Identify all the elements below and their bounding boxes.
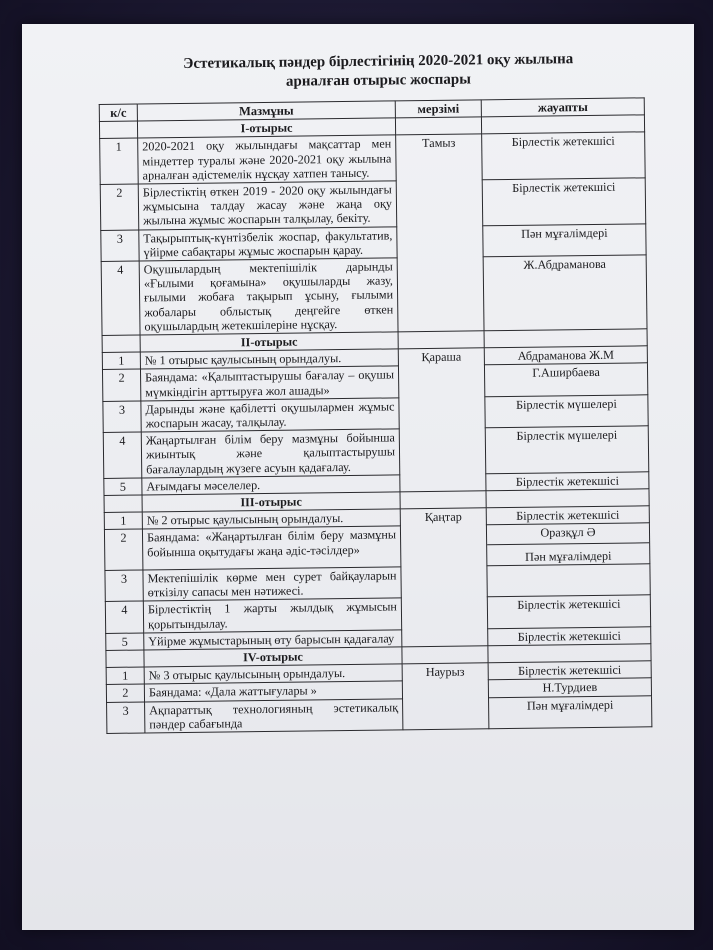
row-content: Жаңартылған білім беру мазмұны бойынша жиынтық және қалыптастырушы бағалаулардың жүзеге асуын қадағалау. xyxy=(141,429,400,478)
row-number: 4 xyxy=(105,601,143,633)
row-content: № 2 отырыс қаулысының орындалуы. xyxy=(142,509,400,529)
row-responsible-secondary: Пән мұғалімдері xyxy=(487,542,649,564)
row-content: Оқушылардың мектепішілік дарынды «Ғылыми қоғамына» оқушыларды жазу, ғылыми жобаға тақырып ұсыну, ғылыми жобалары облыстық деңгейге өткен оқушылардың жетекшілеріне нұсқау. xyxy=(139,258,398,335)
row-number: 3 xyxy=(105,570,143,602)
row-responsible: Ж.Абдраманова xyxy=(483,255,647,331)
row-number: 2 xyxy=(100,184,139,230)
row-responsible: Бірлестік жетекшісі xyxy=(486,472,649,491)
row-number: 4 xyxy=(101,261,140,335)
session-month: Наурыз xyxy=(402,663,489,730)
header-deadline: мерзімі xyxy=(395,100,481,118)
row-content: № 1 отырыс қаулысының орындалуы. xyxy=(140,349,398,369)
row-content: Ағымдағы мәселелер. xyxy=(142,475,400,495)
session-month: Қаңтар xyxy=(400,508,488,647)
row-content: Тақырыптық-күнтізбелік жоспар, факультатив, үйірме сабақтары жұмыс жоспарын қарау. xyxy=(139,226,397,261)
title-line-2: арналған отырыс жоспары xyxy=(285,71,472,90)
row-content: Бірлестіктің өткен 2019 - 2020 оқу жылындағы жұмысына талдау жасау және жаңа оқу жылына жұмыс жоспарын талқылау, бекіту. xyxy=(138,181,397,230)
table-row xyxy=(100,132,646,184)
row-responsible-primary: Оразқұл Ә xyxy=(540,525,596,541)
table-row xyxy=(103,426,649,478)
session-title: II-отырыс xyxy=(140,332,398,352)
header-number: к/с xyxy=(99,104,137,122)
table-row xyxy=(104,523,649,570)
row-content: Баяндама: «Жаңартылған білім беру мазмұны бойынша оқытудағы жаңа әдіс-тәсілдер» xyxy=(142,526,400,570)
row-content: Үйірме жұмыстарының өту барысын қадағалау xyxy=(144,630,402,650)
row-responsible: Абдраманова Ж.М xyxy=(484,346,647,365)
row-number: 1 xyxy=(104,512,142,530)
session-title: IV-отырыс xyxy=(144,647,402,667)
session-month: Тамыз xyxy=(396,134,484,332)
row-number: 3 xyxy=(101,230,139,262)
row-responsible: Бірлестік жетекшісі xyxy=(487,595,650,628)
row-responsible: Н.Турдиев xyxy=(488,678,651,697)
row-responsible: Бірлестік жетекшісі xyxy=(488,661,651,680)
row-number: 2 xyxy=(104,529,142,570)
row-content: № 3 отырыс қаулысының орындалуы. xyxy=(144,664,402,684)
row-responsible: Бірлестік мүшелері xyxy=(485,395,648,428)
row-number: 1 xyxy=(102,352,140,370)
session-title: III-отырыс xyxy=(142,492,400,512)
row-responsible: Пән мұғалімдері xyxy=(483,223,646,256)
row-number: 5 xyxy=(104,478,142,496)
table-row xyxy=(107,695,652,733)
row-responsible xyxy=(487,564,650,597)
paper-sheet xyxy=(22,24,694,930)
row-content: Баяндама: «Дала жаттығулары » xyxy=(144,681,402,701)
row-number: 5 xyxy=(106,633,144,651)
header-responsible: жауапты xyxy=(481,98,644,117)
row-content: Ақпараттық технологияның эстетикалық пәндер сабағында xyxy=(145,698,403,733)
row-responsible xyxy=(486,523,649,565)
row-responsible: Бірлестік жетекшісі xyxy=(482,132,646,180)
row-number: 3 xyxy=(103,401,141,433)
row-content: 2020-2021 оқу жылындағы мақсаттар мен міндеттер туралы және 2020-2021 оқу жылына арналған әдістемелік нұсқау хатпен танысу. xyxy=(138,135,397,184)
row-responsible: Бірлестік мүшелері xyxy=(485,426,649,474)
document-title xyxy=(98,49,658,94)
row-responsible: Пән мұғалімдері xyxy=(489,695,652,728)
session-title: I-отырыс xyxy=(137,118,395,138)
session-month: Қараша xyxy=(398,348,486,492)
row-number: 1 xyxy=(106,667,144,685)
document-page xyxy=(98,37,666,734)
row-responsible: Бірлестік жетекшісі xyxy=(488,626,651,645)
header-content: Мазмұны xyxy=(137,101,395,121)
row-content: Баяндама: «Қалыптастырушы бағалау – оқушы мүмкіндігін арттыруға жол ашады» xyxy=(140,366,398,401)
title-line-1: Эстетикалық пәндер бірлестігінің 2020-2021 оқу жылына xyxy=(183,51,574,72)
row-responsible: Бірлестік жетекшісі xyxy=(482,178,646,226)
row-content: Бірлестіктің 1 жарты жылдық жұмысын қорытындылау. xyxy=(143,598,401,633)
row-number: 4 xyxy=(103,432,142,478)
row-content: Дарынды және қабілетті оқушылармен жұмыс жоспарын жасау, талқылау. xyxy=(141,398,399,433)
row-number: 3 xyxy=(107,701,145,733)
plan-table xyxy=(99,97,653,734)
row-content: Мектепішілік көрме мен сурет байқауларын өткізілу сапасы мен нәтижесі. xyxy=(143,567,401,602)
row-responsible: Бірлестік жетекшісі xyxy=(486,506,649,525)
table-row xyxy=(100,178,646,230)
row-responsible: Г.Аширбаева xyxy=(484,363,647,396)
row-number: 1 xyxy=(100,138,139,184)
row-number: 2 xyxy=(102,369,140,401)
row-number: 2 xyxy=(106,684,144,702)
table-row xyxy=(101,255,647,336)
